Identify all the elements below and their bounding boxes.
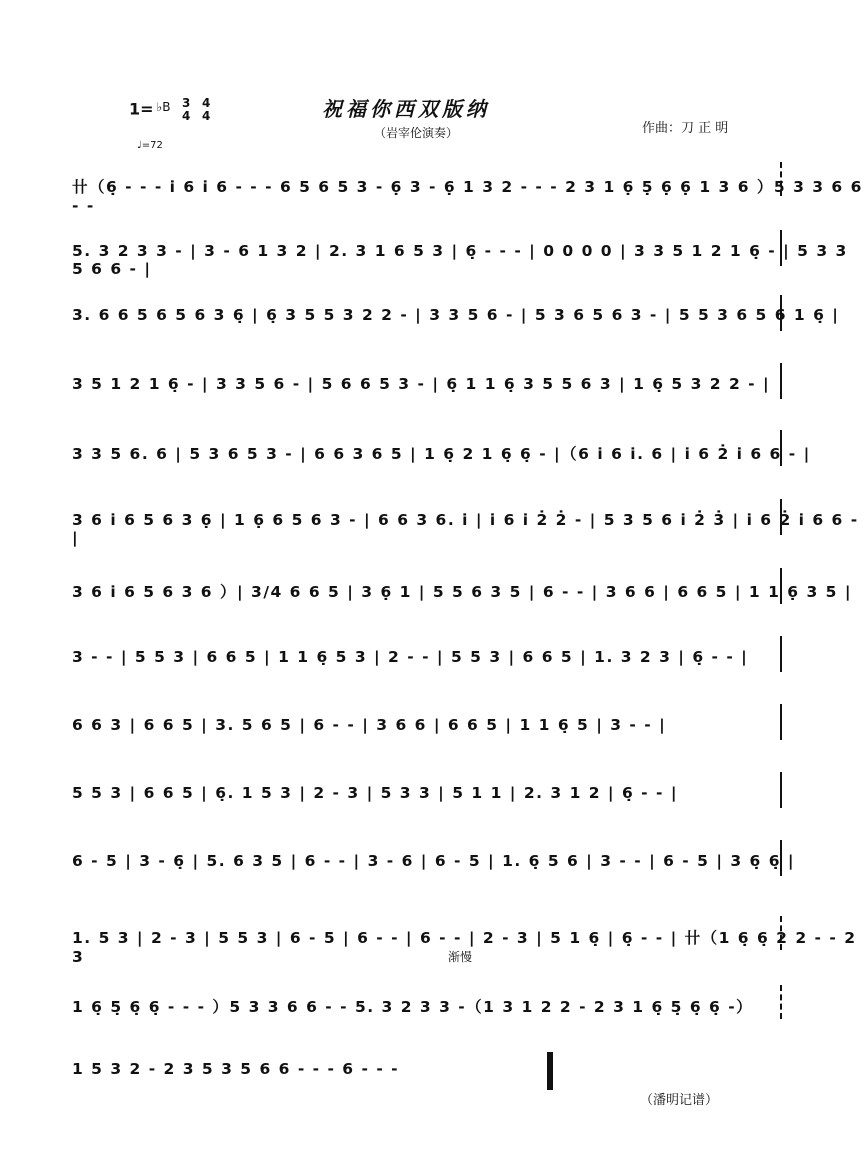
repeat-dashed-barline bbox=[780, 162, 782, 196]
subtitle: （岩宰伦演奏） bbox=[374, 126, 459, 140]
barline bbox=[780, 636, 782, 672]
barline bbox=[780, 230, 782, 266]
key-note: ♭B bbox=[156, 99, 171, 114]
time-signature-4-4: 4 4 bbox=[201, 96, 211, 123]
page-title: 祝福你西双版纳 bbox=[322, 97, 490, 121]
key-signature bbox=[129, 97, 210, 123]
key-label: 1= bbox=[129, 99, 154, 119]
tempo-marking: ♩=72 bbox=[137, 140, 163, 151]
final-double-barline bbox=[547, 1052, 553, 1090]
score-line-5: 3 3 5 6. 6 | 5 3 6 5 3 - | 6 6 3 6 5 | 1 6̣ 2 1 6̣ 6̣ - |（6 i̇ 6 i̇. 6 | i̇ 6 2̇ i̇ 6 6 - | bbox=[72, 445, 811, 463]
barline bbox=[780, 499, 782, 535]
score-line-2: 5. 3 2 3 3 - | 3 - 6 1 3 2 | 2. 3 1 6 5 3 | 6̣ - - - | 0 0 0 0 | 3 3 5 1 2 1 6̣ - | 5 3 3 5 6 6 - | bbox=[72, 242, 848, 278]
barline bbox=[780, 568, 782, 604]
barline bbox=[780, 430, 782, 466]
score-line-3: 3. 6 6 5 6 5 6 3 6̣ | 6̣ 3 5 5 3 2 2 - | 3 3 5 6 - | 5 3 6 5 6 3 - | 5 5 3 6 5 6 1 6̣ | bbox=[72, 306, 840, 324]
barline bbox=[780, 840, 782, 876]
barline bbox=[780, 772, 782, 808]
ritardando-marking: 渐慢 bbox=[448, 950, 473, 964]
repeat-dashed-barline bbox=[780, 916, 782, 950]
score-line-11: 6 - 5 | 3 - 6̣ | 5. 6 3 5 | 6 - - | 3 - 6 | 6 - 5 | 1. 6̣ 5 6 | 3 - - | 6 - 5 | 3 6̣ 6̣ | bbox=[72, 852, 796, 870]
score-line-4: 3 5 1 2 1 6̣ - | 3 3 5 6 - | 5 6 6 5 3 - | 6̣ 1 1 6̣ 3 5 5 6 3 | 1 6̣ 5 3 2 2 - | bbox=[72, 375, 771, 393]
time-signature-3-4: 3 4 bbox=[182, 96, 191, 123]
repeat-dashed-barline bbox=[780, 985, 782, 1019]
score-line-8: 3 - - | 5 5 3 | 6 6 5 | 1 1 6̣ 5 3 | 2 - - | 5 5 3 | 6 6 5 | 1. 3 2 3 | 6̣ - - | bbox=[72, 648, 749, 666]
score-line-13: 1 6̣ 5̣ 6̣ 6̣ - - - ）5 3 3 6 6 - - 5. 3 2 3 3 -（1 3 1 2 2 - 2 3 1 6̣ 5̣ 6̣ 6̣ -） bbox=[72, 998, 754, 1016]
score-line-6: 3 6 i̇ 6 5 6 3 6̣ | 1 6̣ 6 5 6 3 - | 6 6 3 6. i̇ | i̇ 6 i̇ 2̇ 2̇ - | 5 3 5 6 i̇ 2̇ 3̇ | i̇ 6 2̇ i̇ 6 6 - | bbox=[72, 511, 859, 547]
barline bbox=[780, 363, 782, 399]
composer-credit: 作曲：刀 正 明 bbox=[642, 121, 729, 136]
score-line-10: 5 5 3 | 6 6 5 | 6̣. 1 5 3 | 2 - 3 | 5 3 3 | 5 1 1 | 2. 3 1 2 | 6̣ - - | bbox=[72, 784, 678, 802]
score-line-14: 1 5 3 2 - 2 3 5 3 5 6 6 - - - 6 - - - bbox=[72, 1060, 400, 1078]
barline bbox=[780, 295, 782, 331]
score-line-9: 6 6 3 | 6 6 5 | 3. 5 6 5 | 6 - - | 3 6 6 | 6 6 5 | 1 1 6̣ 5 | 3 - - | bbox=[72, 716, 667, 734]
score-line-1: 卄（6̣ - - - i̇ 6 i̇ 6 - - - 6 5 6 5 3 - 6̣ 3 - 6̣ 1 3 2 - - - 2 3 1 6̣ 5̣ 6̣ 6̣ 1 3 6 ）5 3 3 6 6 - - bbox=[72, 178, 863, 215]
transcriber-credit: （潘明记谱） bbox=[640, 1093, 719, 1108]
score-line-12: 1. 5 3 | 2 - 3 | 5 5 3 | 6 - 5 | 6 - - | 6 - - | 2 - 3 | 5 1 6̣ | 6̣ - - | 卄（1 6̣ 6̣ 2 2 - - 2 3 bbox=[72, 929, 857, 966]
barline bbox=[780, 704, 782, 740]
score-line-7: 3 6 i̇ 6 5 6 3 6 ）| 3/4 6 6 5 | 3 6̣ 1 | 5 5 6 3 5 | 6 - - | 3 6 6 | 6 6 5 | 1 1 6̣ 3 5 | bbox=[72, 583, 852, 601]
